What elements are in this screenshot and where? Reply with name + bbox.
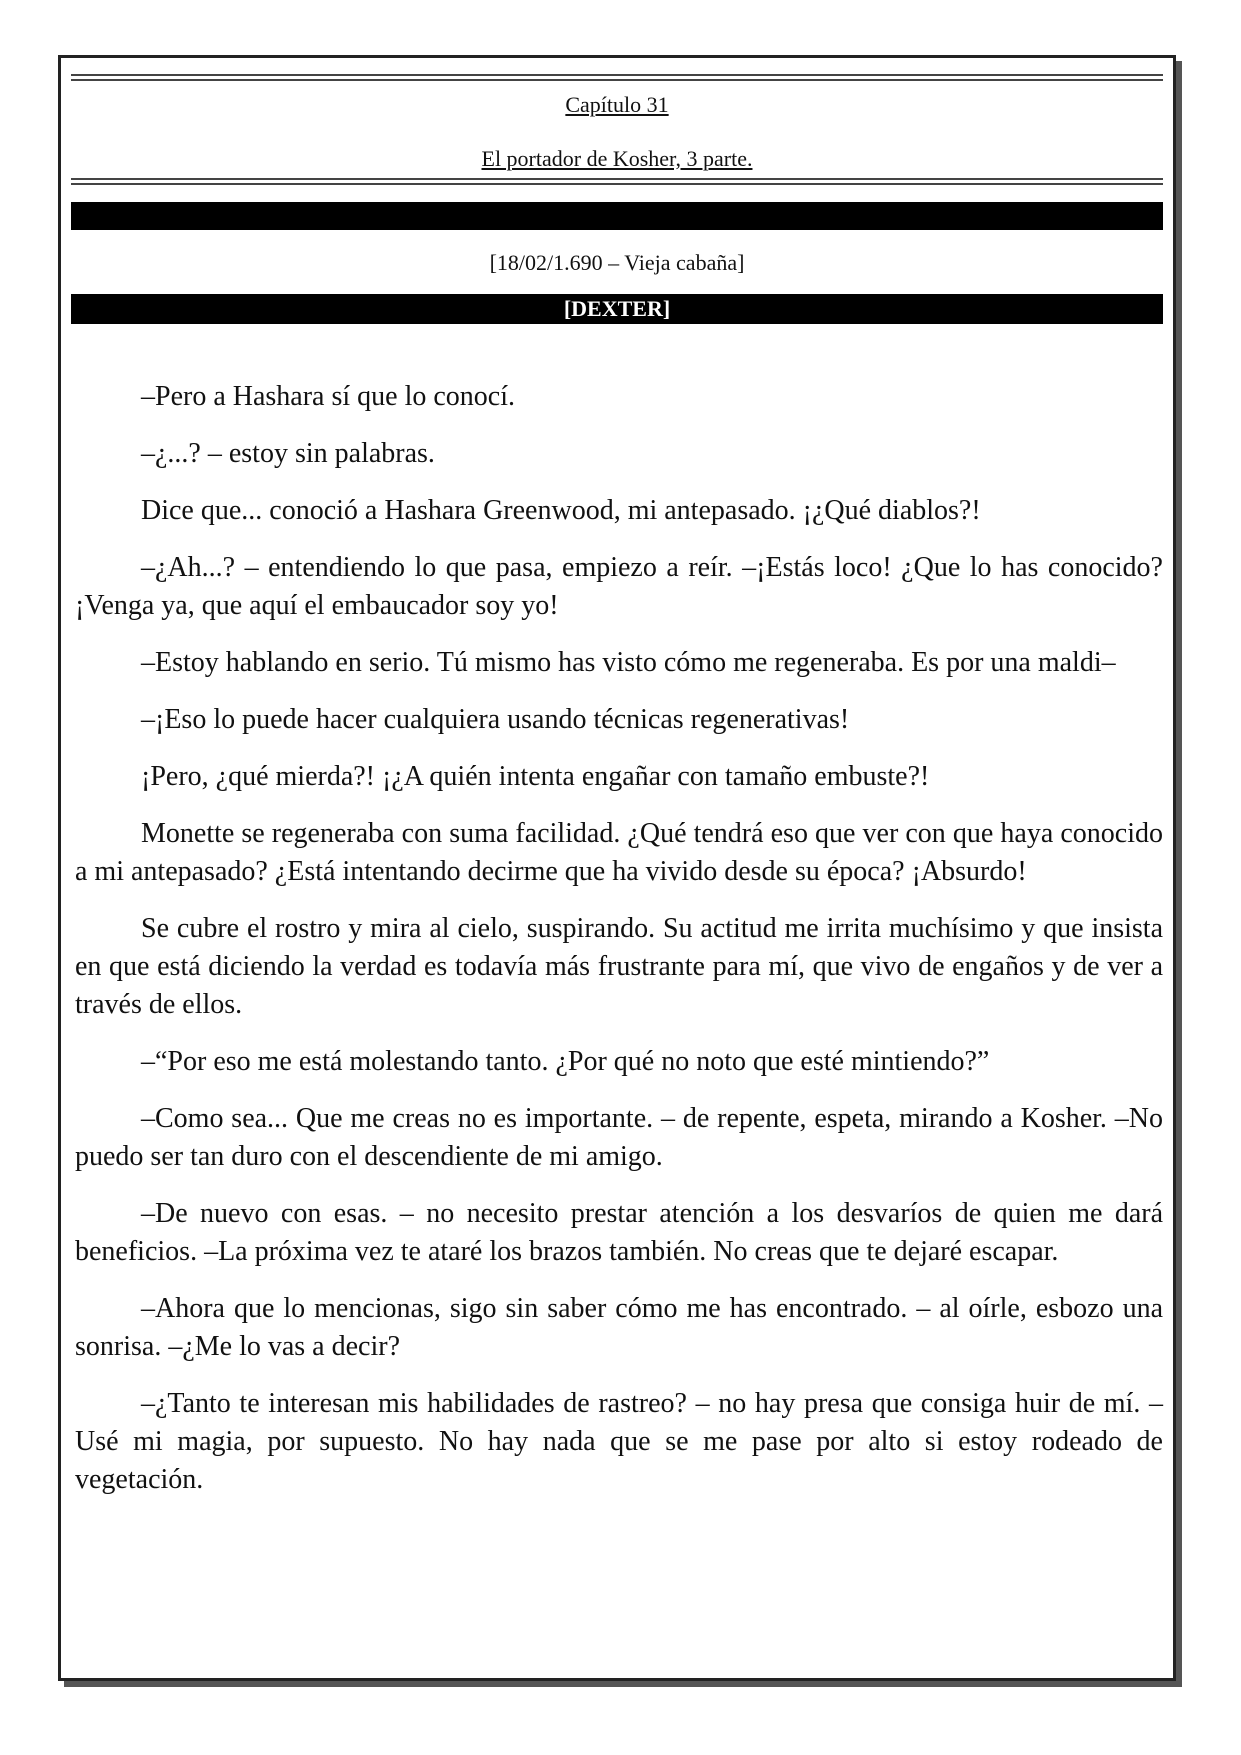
chapter-subtitle: El portador de Kosher, 3 parte. bbox=[481, 146, 753, 171]
paragraph: ¡Pero, ¿qué mierda?! ¡¿A quién intenta engañar con tamaño embuste?! bbox=[141, 761, 930, 792]
page-frame bbox=[58, 55, 1176, 1681]
black-divider-bar bbox=[71, 202, 1163, 230]
middle-double-rule bbox=[71, 178, 1163, 185]
story-text bbox=[75, 378, 1163, 1518]
paragraph: Dice que... conoció a Hashara Greenwood, mi antepasado. ¡¿Qué diablos?! bbox=[141, 495, 981, 526]
paragraph: –“Por eso me está molestando tanto. ¿Por qué no noto que esté mintiendo?” bbox=[141, 1046, 990, 1077]
top-double-rule bbox=[71, 74, 1163, 81]
paragraph: –¡Eso lo puede hacer cualquiera usando técnicas regenerativas! bbox=[141, 704, 850, 735]
paragraph: –Ahora que lo mencionas, sigo sin saber cómo me has encontrado. – al oírle, esbozo una sonrisa. –¿Me lo vas a decir? bbox=[75, 1293, 1163, 1362]
pov-character-bar: [DEXTER] bbox=[71, 294, 1163, 324]
paragraph: –Estoy hablando en serio. Tú mismo has visto cómo me regeneraba. Es por una maldi– bbox=[141, 647, 1116, 678]
paragraph: –Pero a Hashara sí que lo conocí. bbox=[141, 381, 515, 412]
scene-date-location: [18/02/1.690 – Vieja cabaña] bbox=[489, 250, 745, 275]
paragraph: –Como sea... Que me creas no es importante. – de repente, espeta, mirando a Kosher. –No puedo ser tan duro con el descendiente de mi amigo. bbox=[75, 1103, 1163, 1172]
paragraph: Se cubre el rostro y mira al cielo, suspirando. Su actitud me irrita muchísimo y que insista en que está diciendo la verdad es todavía más frustrante para mí, que vivo de engaños y de ver a través de ellos. bbox=[75, 913, 1163, 1020]
paragraph: –De nuevo con esas. – no necesito prestar atención a los desvaríos de quien me dará beneficios. –La próxima vez te ataré los brazos también. No creas que te dejaré escapar. bbox=[75, 1198, 1163, 1267]
paragraph: –¿...? – estoy sin palabras. bbox=[141, 438, 435, 469]
paragraph: Monette se regeneraba con suma facilidad. ¿Qué tendrá eso que ver con que haya conocido a mi antepasado? ¿Está intentando decirme que ha vivido desde su época? ¡Absurdo! bbox=[75, 818, 1163, 887]
chapter-title: Capítulo 31 bbox=[565, 92, 669, 117]
paragraph: –¿Tanto te interesan mis habilidades de rastreo? – no hay presa que consiga huir de mí. –Usé mi magia, por supuesto. No hay nada que se me pase por alto si estoy rodeado de vegetación. bbox=[75, 1388, 1163, 1495]
paragraph: –¿Ah...? – entendiendo lo que pasa, empiezo a reír. –¡Estás loco! ¿Que lo has conocido? ¡Venga ya, que aquí el embaucador soy yo! bbox=[75, 552, 1163, 621]
